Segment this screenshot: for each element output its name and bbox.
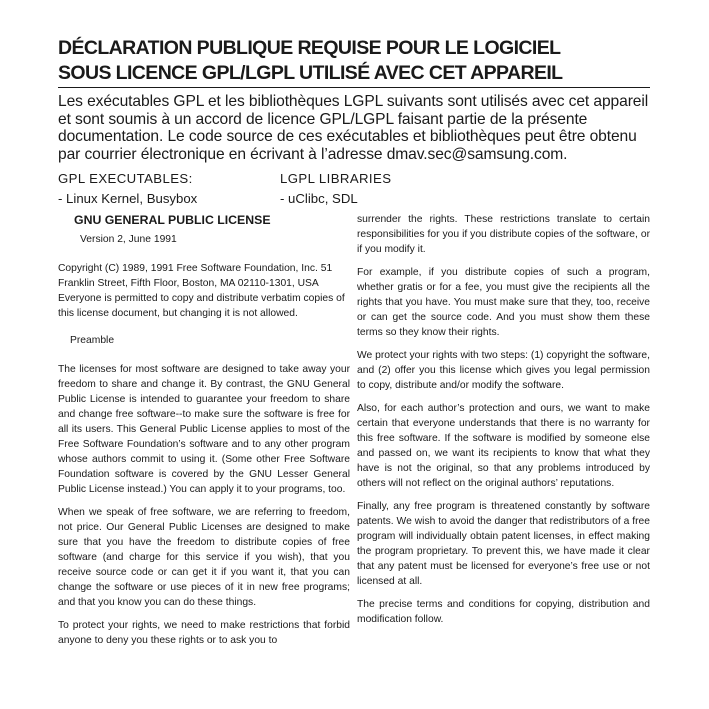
gpl-executables (58, 169, 197, 209)
license-paragraph: The licenses for most software are designed to take away your freedom to share and change it. By contrast, the GNU General Public License is intended to guarantee your freedom to share and change free software--to make sure the software is free for all its users. This General Public License applies to most of the Free Software Foundation’s software and to any other program whose authors commit to using it. (Some other Free Software Foundation software is covered by the GNU Lesser General Public License instead.) You can apply it to your programs, too. (58, 364, 350, 496)
license-paragraph: The precise terms and conditions for copying, distribution and modification follow. (357, 599, 650, 626)
license-paragraph: surrender the rights. These restrictions translate to certain responsibilities for you if you distribute copies of the software, or if you modify it. (357, 214, 650, 256)
gpl-heading: GPL EXECUTABLES: (58, 171, 193, 187)
preamble-heading: Preamble (70, 335, 115, 347)
license-paragraph: To protect your rights, we need to make restrictions that forbid anyone to deny you these rights or to ask you to (58, 620, 350, 647)
page-title (58, 36, 650, 88)
license-paragraph: Also, for each author’s protection and ours, we want to make certain that everyone understands that there is no warranty for this free software. If the software is modified by someone else and passed on, we want its recipients to know that what they have is not the original, so that any problems introduced by others will not reflect on the original authors’ reputations. (357, 403, 650, 490)
document-page (58, 36, 650, 647)
lgpl-libraries (280, 169, 391, 209)
license-paragraph: We protect your rights with two steps: (1) copyright the software, and (2) offer you this license which gives you legal permission to copy, distribute and/or modify the software. (357, 350, 650, 392)
lgpl-heading: LGPL LIBRARIES (280, 171, 392, 187)
license-right-column (357, 212, 650, 635)
gpl-items: - Linux Kernel, Busybox (58, 191, 198, 207)
license-paragraph: Finally, any free program is threatened constantly by software patents. We wish to avoid the danger that redistributors of a free program will individually obtain patent licenses, in effect making the program proprietary. To prevent this, we have made it clear that any patent must be licensed for everyone’s free use or not licensed at all. (357, 501, 650, 588)
license-left-column (58, 212, 350, 656)
executables-section (58, 169, 650, 209)
license-version: Version 2, June 1991 (80, 234, 177, 246)
license-paragraph: When we speak of free software, we are referring to freedom, not price. Our General Public Licenses are designed to make sure that you have the freedom to distribute copies of free software (and charge for this service if you wish), that you receive source code or can get it if you want it, that you can change the software or use pieces of it in new free programs; and that you know you can do these things. (58, 507, 350, 609)
title-line-1: DÉCLARATION PUBLIQUE REQUISE POUR LE LOGICIEL (58, 37, 561, 59)
title-line-2: SOUS LICENCE GPL/LGPL UTILISÉ AVEC CET APPAREIL (58, 62, 563, 84)
license-paragraph: For example, if you distribute copies of such a program, whether gratis or for a fee, you must give the recipients all the rights that you have. You must make sure that they, too, receive or can get the source code. And you must show them these terms so they know their rights. (357, 267, 650, 339)
intro-paragraph: Les exécutables GPL et les bibliothèques LGPL suivants sont utilisés avec cet appareil et sont soumis à un accord de licence GPL/LGPL faisant partie de la présente documentation. Le code source de ces exécutables et bibliothèques peut être obtenu par courrier électronique en écrivant à l’adresse dmav.sec@samsung.com. (58, 93, 649, 163)
license-title: GNU GENERAL PUBLIC LICENSE (74, 213, 271, 228)
license-copyright: Copyright (C) 1989, 1991 Free Software Foundation, Inc. 51 Franklin Street, Fifth Floor, Boston, MA 02110-1301, USA Everyone is permitted to copy and distribute verbatim copies of this license document, but changing it is not allowed. (58, 263, 345, 320)
lgpl-items: - uClibc, SDL (280, 191, 358, 207)
